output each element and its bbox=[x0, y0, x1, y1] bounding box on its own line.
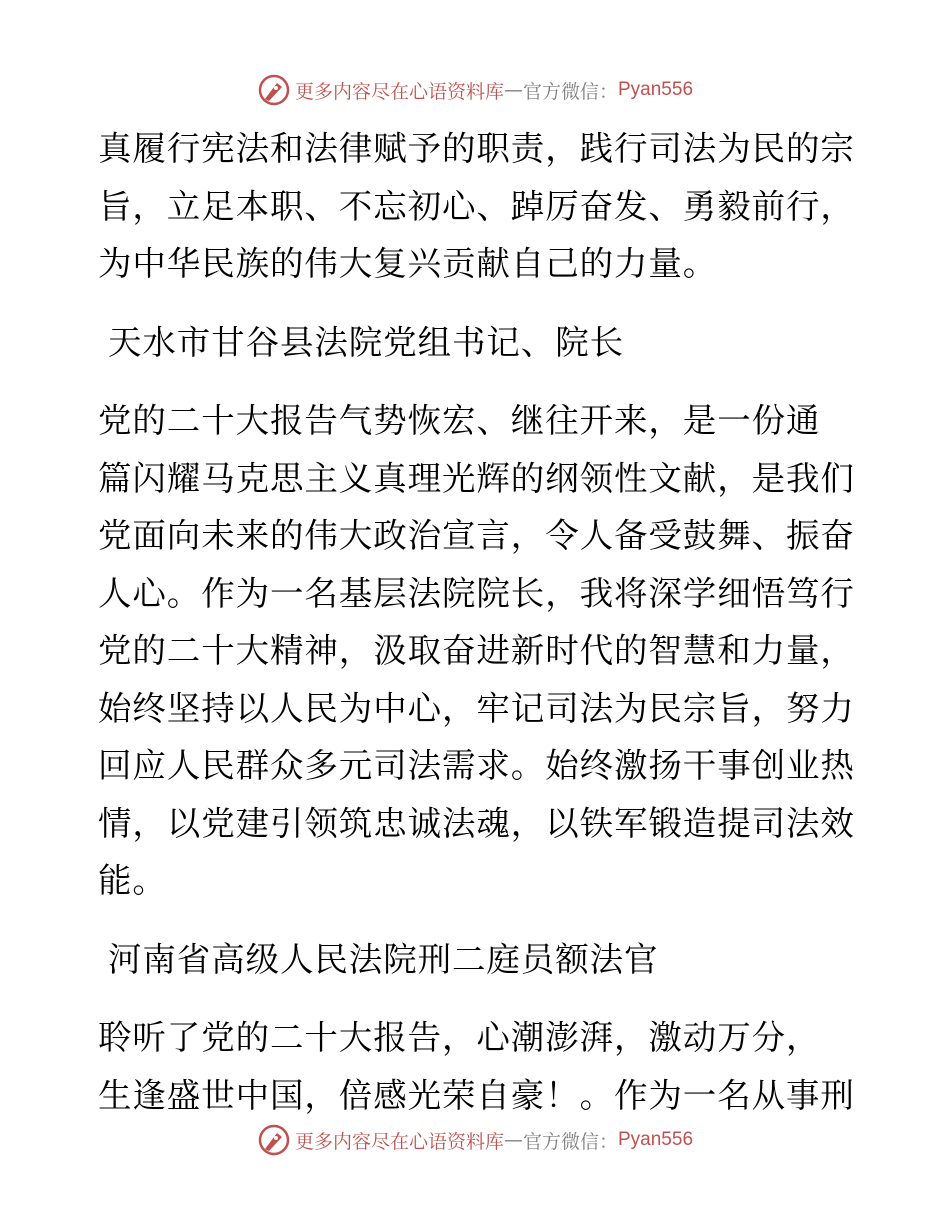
banner-separator: — bbox=[503, 79, 523, 101]
text-line: 人心。作为一名基层法院院长，我将深学细悟笃行 bbox=[98, 573, 855, 613]
section-heading-1: 天水市甘谷县法院党组书记、院长 bbox=[108, 322, 624, 362]
text-line: 篇闪耀马克思主义真理光辉的纲领性文献，是我们 bbox=[98, 458, 855, 498]
banner-text: 更多内容尽在心语资料库 bbox=[294, 80, 504, 103]
header-banner bbox=[0, 70, 950, 110]
text-line: 能。 bbox=[98, 861, 167, 900]
banner-wechat-id: Pyan556 bbox=[618, 79, 694, 100]
pen-nib-logo-icon bbox=[257, 1123, 291, 1157]
banner-wechat-label: 官方微信： bbox=[522, 1130, 618, 1153]
paragraph-3 bbox=[98, 1009, 858, 1124]
text-line: 情，以党建引领筑忠诚法魂，以铁军锻造提司法效 bbox=[98, 803, 855, 843]
text-line: 党的二十大精神，汲取奋进新时代的智慧和力量， bbox=[98, 631, 855, 670]
paragraph-2 bbox=[98, 392, 858, 910]
text-line: 为中华民族的伟大复兴贡献自己的力量。 bbox=[98, 244, 718, 283]
banner-separator: — bbox=[503, 1129, 523, 1151]
paragraph-1 bbox=[98, 120, 858, 293]
text-line: 党的二十大报告气势恢宏、继往开来，是一份通 bbox=[98, 401, 821, 440]
text-line: 回应人民群众多元司法需求。始终激扬干事创业热 bbox=[98, 746, 855, 785]
pen-nib-logo-icon bbox=[257, 73, 291, 107]
document-body bbox=[98, 120, 858, 1124]
banner-wechat-label: 官方微信： bbox=[522, 80, 618, 103]
banner-wechat-id: Pyan556 bbox=[618, 1129, 694, 1150]
text-line: 旨，立足本职、不忘初心、踔厉奋发、勇毅前行， bbox=[98, 186, 855, 226]
text-line: 始终坚持以人民为中心，牢记司法为民宗旨，努力 bbox=[98, 688, 855, 728]
text-line: 真履行宪法和法律赋予的职责，践行司法为民的宗 bbox=[98, 129, 855, 168]
text-line: 聆听了党的二十大报告，心潮澎湃，激动万分， bbox=[98, 1018, 821, 1057]
text-line: 党面向未来的伟大政治宣言，令人备受鼓舞、振奋 bbox=[98, 516, 855, 555]
banner-text: 更多内容尽在心语资料库 bbox=[294, 1130, 504, 1153]
section-heading-2: 河南省高级人民法院刑二庭员额法官 bbox=[108, 939, 659, 979]
text-line: 生逢盛世中国，倍感光荣自豪！。作为一名从事刑 bbox=[98, 1075, 855, 1115]
footer-banner bbox=[0, 1120, 950, 1160]
